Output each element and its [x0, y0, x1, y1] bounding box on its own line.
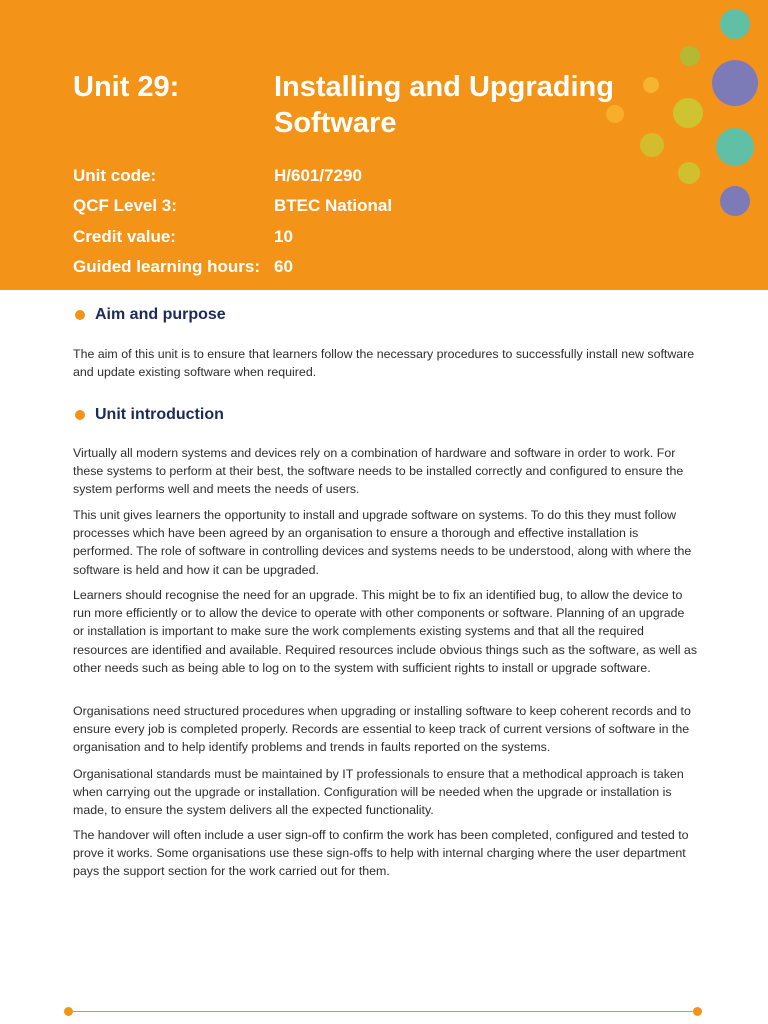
meta-key: Credit value: — [73, 227, 176, 246]
footer-rule — [68, 1011, 698, 1012]
intro-paragraph: This unit gives learners the opportunity to install and upgrade software on systems. To do this they must follow processes which have been agreed by an organisation to ensure a thorough and effective installation is performed. The role of software in controlling devices and systems needs to be understood, along with where the software is held and how it can be upgraded. — [73, 508, 692, 577]
intro-paragraph: Learners should recognise the need for an upgrade. This might be to fix an identified bug, to allow the device to run more efficiently or to allow the device to operate with other components or software. Planning of an upgrade or installation is important to make sure the work complements existing systems and that all the required resources are identified and available. Required resources include obvious things such as the software, as well as other needs such as being able to log on to the system with sufficient rights to install or upgrade software. — [73, 588, 698, 675]
intro-heading-text: Unit introduction — [95, 406, 224, 423]
intro-paragraph: Virtually all modern systems and devices rely on a combination of hardware and software in order to work. For these systems to perform at their best, the software needs to be installed correctly and configured to ensure the system performs well and meets the needs of users. — [73, 446, 684, 497]
decorative-dot — [680, 46, 700, 66]
aim-heading — [75, 306, 226, 324]
intro-heading — [75, 406, 224, 424]
intro-paragraph: Organisational standards must be maintained by IT professionals to ensure that a methodical approach is taken when carrying out the upgrade or installation. Configuration will be needed when the upgrade or installation is made, to ensure the system delivers all the expected functionality. — [73, 767, 684, 818]
footer-dot — [693, 1007, 702, 1016]
meta-value: 10 — [274, 227, 293, 246]
decorative-dot — [678, 162, 700, 184]
intro-paragraph: The handover will often include a user sign-off to confirm the work has been completed, configured and tested to prove it works. Some organisations use these sign-offs to help with internal charging where the user department pays the support section for the work carried out for them. — [73, 828, 689, 879]
unit-number: Unit 29: — [73, 71, 180, 103]
bullet-icon — [75, 310, 85, 320]
decorative-dot — [712, 60, 758, 106]
unit-title: Installing and Upgrading Software — [274, 71, 614, 139]
aim-heading-text: Aim and purpose — [95, 306, 226, 323]
meta-key: QCF Level 3: — [73, 196, 177, 215]
meta-value: 60 — [274, 257, 293, 276]
meta-key: Guided learning hours: — [73, 257, 261, 276]
decorative-dot — [716, 128, 754, 166]
meta-key: Unit code: — [73, 166, 157, 185]
footer-dot — [64, 1007, 73, 1016]
unit-header — [0, 0, 768, 290]
decorative-dot — [720, 186, 750, 216]
decorative-dot — [720, 9, 750, 39]
meta-value: BTEC National — [274, 196, 393, 215]
aim-text: The aim of this unit is to ensure that learners follow the necessary procedures to successfully install new software and update existing software when required. — [73, 347, 695, 380]
bullet-icon — [75, 410, 85, 420]
meta-value: H/601/7290 — [274, 166, 362, 185]
decorative-dot — [673, 98, 703, 128]
intro-paragraph: Organisations need structured procedures when upgrading or installing software to keep coherent records and to ensure every job is completed properly. Records are essential to keep track of current versions of software in the organisation and to help identify problems and trends in faults reported on the systems. — [73, 704, 691, 755]
